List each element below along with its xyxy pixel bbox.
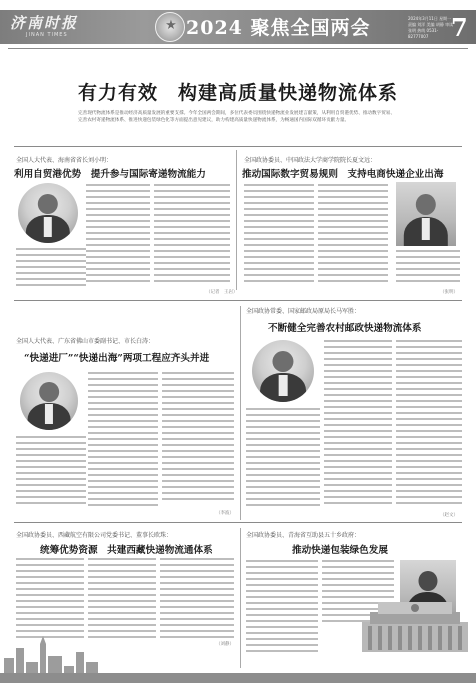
speaker-photo — [20, 372, 78, 430]
article-body — [154, 184, 230, 286]
article-body — [396, 340, 462, 510]
speaker-kicker: 全国政协委员、青海省互助县五十乡政府： — [246, 532, 361, 539]
speaker-photo — [252, 340, 314, 402]
section-divider — [14, 522, 462, 523]
speaker-photo — [396, 182, 456, 246]
paper-logo: 济南时报 — [10, 14, 79, 32]
article-body — [16, 248, 86, 288]
page-headline: 有力有效 构建高质量快递物流体系 — [77, 82, 398, 104]
section-divider — [14, 300, 462, 301]
byline: （张明） — [440, 290, 458, 295]
article-body — [396, 250, 460, 288]
article-body — [88, 558, 156, 640]
article-body — [86, 184, 150, 288]
section-subhead: 统筹优势资源 共建西藏快递物流通体系 — [40, 545, 213, 556]
speaker-photo — [18, 183, 78, 243]
byline: （记者 王岩） — [206, 290, 238, 295]
byline: （李波） — [216, 511, 234, 516]
footer-band — [0, 673, 476, 683]
article-body — [318, 184, 388, 288]
section-subhead: “快递进厂”“快递出海”两项工程应齐头并进 — [24, 353, 210, 364]
speaker-kicker: 全国政协委员、中国政法大学商学院院长夏文远： — [244, 157, 377, 164]
edition-info: 2024年3月11日 星期一 责编 刘洋 美编 胡静 审读 张明 热线 0531-82777007 — [408, 16, 454, 39]
byline: （赵文） — [440, 513, 458, 518]
paper-logo-subtitle: JINAN TIMES — [26, 32, 68, 38]
article-body — [246, 408, 320, 510]
column-divider — [240, 306, 241, 520]
article-body — [324, 340, 392, 510]
banner-title: 2024 聚焦全国两会 — [186, 17, 371, 39]
section-divider — [14, 146, 462, 147]
masthead — [0, 0, 476, 52]
national-emblem-icon — [155, 12, 185, 42]
speaker-kicker: 全国人大代表、海南省省长刘小明： — [16, 157, 113, 164]
article-body — [160, 558, 234, 640]
page-number: 7 — [451, 13, 468, 42]
speaker-kicker: 全国政协常委、国家邮政局原局长马军胜： — [246, 308, 361, 315]
article-body — [16, 558, 84, 640]
byline: （刘静） — [216, 642, 234, 647]
section-subhead: 不断健全完善农村邮政快递物流体系 — [268, 323, 422, 334]
section-subhead: 推动国际数字贸易规则 支持电商快递企业出海 — [242, 169, 444, 180]
article-body — [244, 184, 314, 288]
column-divider — [236, 150, 237, 290]
article-body — [162, 372, 234, 508]
article-body — [88, 372, 158, 510]
article-body — [16, 436, 86, 510]
speaker-kicker: 全国人大代表、广东省佛山市委副书记、市长白涛： — [16, 338, 155, 345]
section-subhead: 推动快递包装绿色发展 — [292, 545, 388, 556]
lead-paragraph: 完善现代物流体系是推动经济高质量发展的重要支撑。今年全国两会期间，多位代表委员围绕快递物流业发展建言献策，从利用自贸港优势、推动数字贸易、完善农村寄递物流体系、推进快递包装绿色化等方面提出意见建议，助力构建高质量快递物流体系，为畅通国内国际双循环贡献力量。 — [78, 111, 395, 123]
section-subhead: 利用自贸港优势 提升参与国际寄递物流能力 — [14, 169, 206, 180]
speaker-kicker: 全国政协委员、西藏航空有限公司党委书记、董事长欧珠： — [16, 532, 173, 539]
masthead-rule — [8, 48, 468, 49]
